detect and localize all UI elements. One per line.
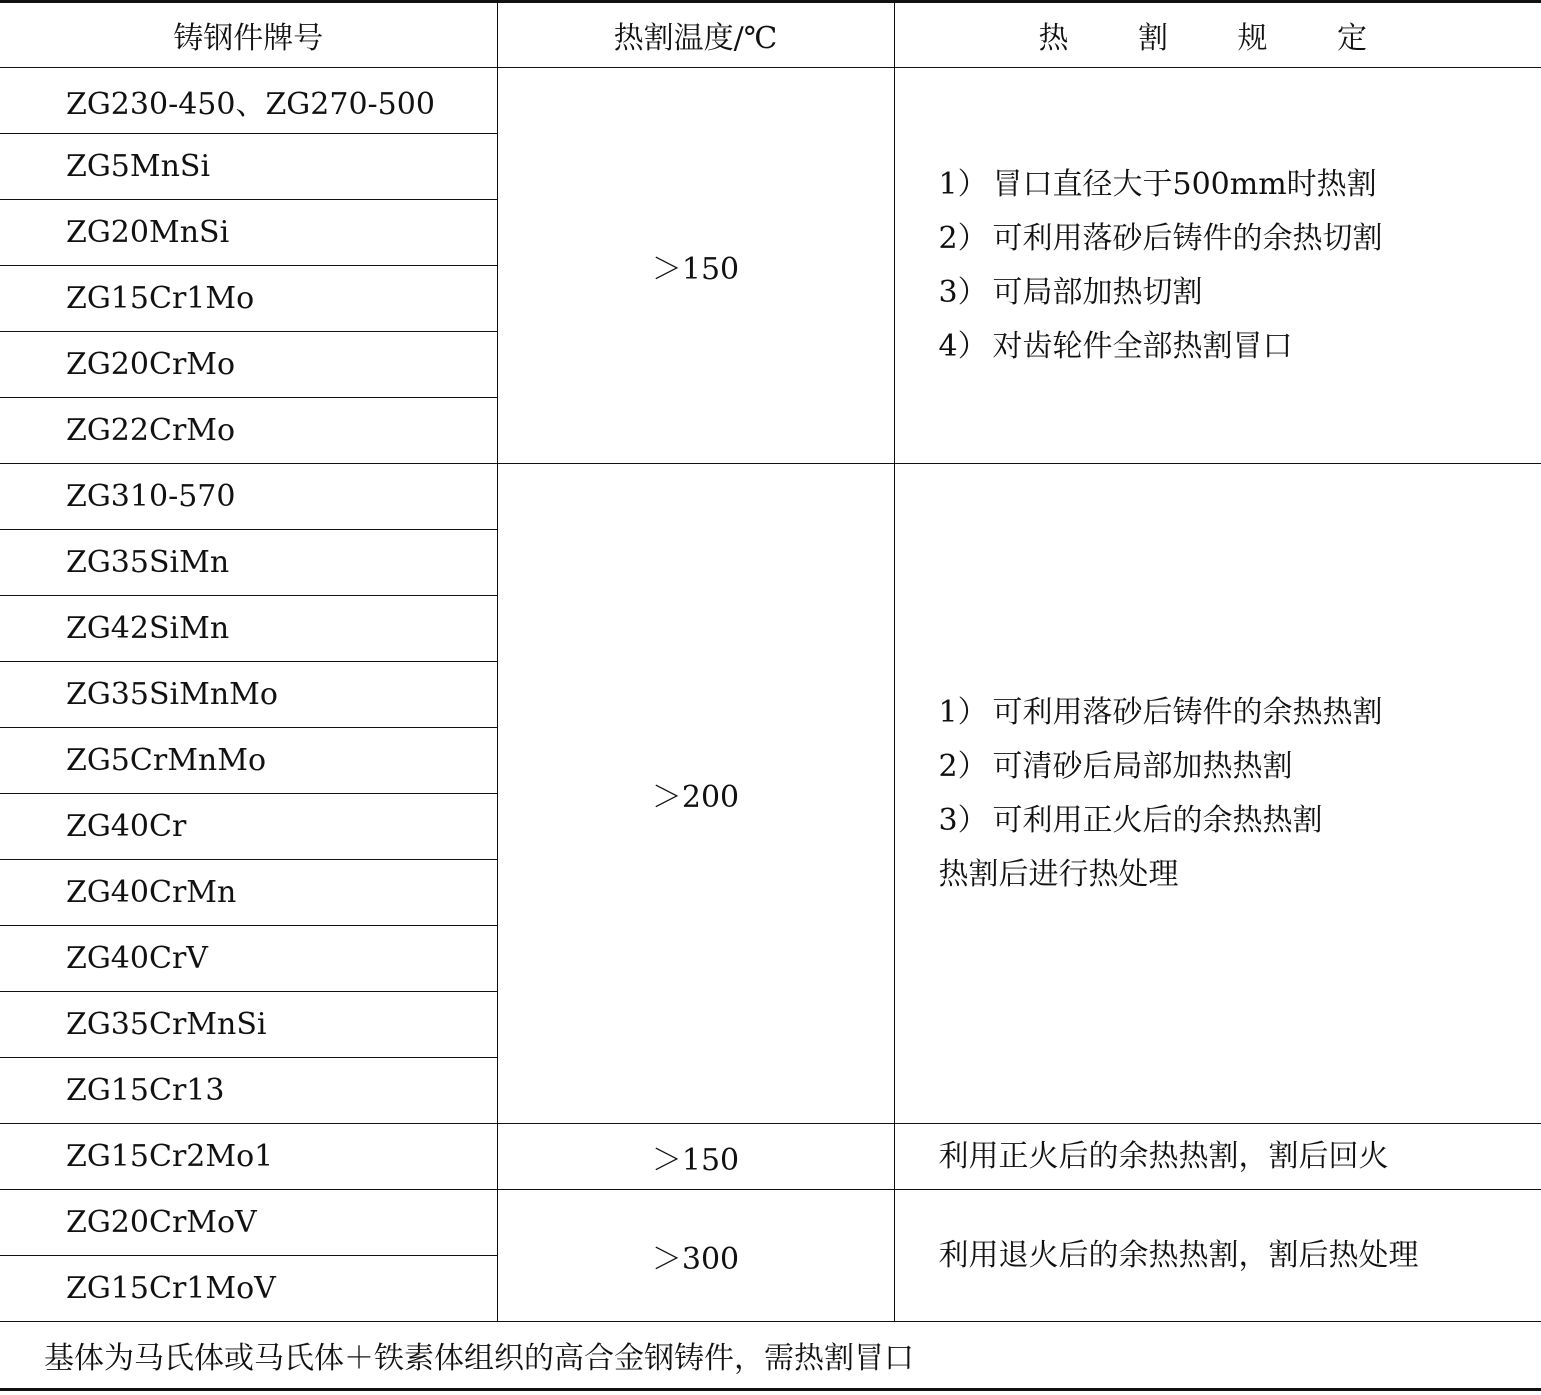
- grade-cell: ZG20CrMo: [0, 332, 497, 398]
- grade-cell: ZG40Cr: [0, 794, 497, 860]
- grade-cell: ZG35SiMn: [0, 530, 497, 596]
- grade-cell: ZG42SiMn: [0, 596, 497, 662]
- note-row: [0, 1322, 1541, 1390]
- rule-number: 2）: [938, 748, 988, 784]
- grade-cell: ZG5MnSi: [0, 134, 497, 200]
- rule-line: [939, 158, 1541, 212]
- temperature-cell: ＞200: [497, 464, 894, 1124]
- temperature-cell: ＞150: [497, 1124, 894, 1190]
- grade-cell: ZG40CrMn: [0, 860, 497, 926]
- table-note: 基体为马氏体或马氏体＋铁素体组织的高合金钢铸件，需热割冒口: [0, 1322, 1541, 1390]
- rule-text: 对齿轮件全部热割冒口: [992, 328, 1293, 364]
- header-grade: 铸钢件牌号: [0, 2, 497, 68]
- rule-text: 利用正火后的余热热割，割后回火: [938, 1138, 1389, 1174]
- rule-text: 热割后进行热处理: [938, 856, 1179, 892]
- grade-cell: ZG15Cr2Mo1: [0, 1124, 497, 1190]
- grade-cell: ZG15Cr1Mo: [0, 266, 497, 332]
- table-row: [0, 68, 1541, 134]
- rules-cell: [894, 464, 1541, 1124]
- rule-text: 可利用正火后的余热热割: [992, 802, 1323, 838]
- grade-cell: ZG230-450、ZG270-500: [0, 68, 497, 134]
- rule-line: [939, 320, 1541, 374]
- rule-text: 可利用落砂后铸件的余热切割: [992, 220, 1383, 256]
- grade-cell: ZG20MnSi: [0, 200, 497, 266]
- rule-line: [939, 794, 1541, 848]
- grade-cell: ZG35SiMnMo: [0, 662, 497, 728]
- rule-text: 冒口直径大于500mm时热割: [992, 166, 1377, 202]
- header-row: [0, 2, 1541, 68]
- grade-cell: ZG15Cr13: [0, 1058, 497, 1124]
- grade-cell: ZG22CrMo: [0, 398, 497, 464]
- grade-cell: ZG20CrMoV: [0, 1190, 497, 1256]
- rule-line: [939, 848, 1541, 902]
- rule-line: [939, 266, 1541, 320]
- rules-cell: [894, 1124, 1541, 1190]
- rule-number: 1）: [938, 694, 988, 730]
- header-rules: 热 割 规 定: [894, 2, 1541, 68]
- rules-cell: [894, 68, 1541, 464]
- rule-text: 利用退火后的余热热割，割后热处理: [938, 1237, 1419, 1273]
- rule-text: 可局部加热切割: [992, 274, 1203, 310]
- temperature-cell: ＞150: [497, 68, 894, 464]
- rule-line: [939, 212, 1541, 266]
- rule-line: [939, 740, 1541, 794]
- table-row: [0, 1190, 1541, 1256]
- rule-line: [939, 1130, 1541, 1184]
- header-temperature: 热割温度/℃: [497, 2, 894, 68]
- grade-cell: ZG40CrV: [0, 926, 497, 992]
- grade-cell: ZG35CrMnSi: [0, 992, 497, 1058]
- rule-line: [939, 686, 1541, 740]
- rule-text: 可利用落砂后铸件的余热热割: [992, 694, 1383, 730]
- table-row: [0, 464, 1541, 530]
- grade-cell: ZG15Cr1MoV: [0, 1256, 497, 1322]
- grade-cell: ZG5CrMnMo: [0, 728, 497, 794]
- table-row: [0, 1124, 1541, 1190]
- rule-number: 3）: [938, 802, 988, 838]
- rule-number: 4）: [938, 328, 988, 364]
- temperature-cell: ＞300: [497, 1190, 894, 1322]
- table-body: [0, 68, 1541, 1390]
- rule-number: 2）: [938, 220, 988, 256]
- rule-number: 1）: [938, 166, 988, 202]
- rules-cell: [894, 1190, 1541, 1322]
- grade-cell: ZG310-570: [0, 464, 497, 530]
- rule-line: [939, 1229, 1541, 1283]
- rule-text: 可清砂后局部加热热割: [992, 748, 1293, 784]
- rule-number: 3）: [938, 274, 988, 310]
